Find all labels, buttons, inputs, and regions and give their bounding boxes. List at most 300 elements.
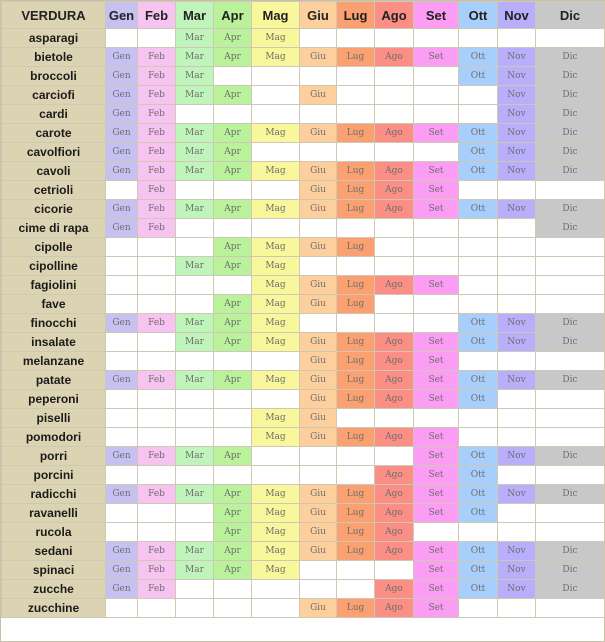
season-cell-active: Ago — [375, 333, 414, 352]
season-cell-active: Nov — [498, 200, 536, 219]
header-month: Mar — [176, 2, 214, 29]
vegetable-name: broccoli — [2, 67, 106, 86]
vegetable-name: carote — [2, 124, 106, 143]
season-cell-active: Dic — [536, 200, 605, 219]
season-cell-empty — [536, 390, 605, 409]
season-cell-empty — [214, 409, 252, 428]
season-cell-empty — [214, 105, 252, 124]
season-cell-empty — [337, 257, 375, 276]
season-cell-active: Lug — [337, 276, 375, 295]
season-cell-empty — [252, 143, 300, 162]
season-cell-empty — [176, 105, 214, 124]
season-cell-active: Gen — [106, 314, 138, 333]
season-cell-active: Set — [414, 48, 459, 67]
vegetable-name: ravanelli — [2, 504, 106, 523]
vegetable-name: finocchi — [2, 314, 106, 333]
season-cell-active: Mar — [176, 143, 214, 162]
season-cell-active: Ago — [375, 276, 414, 295]
season-cell-active: Mag — [252, 504, 300, 523]
season-cell-active: Mag — [252, 257, 300, 276]
season-cell-empty — [459, 29, 498, 48]
season-cell-empty — [498, 504, 536, 523]
vegetable-season-table — [1, 1, 605, 618]
season-cell-active: Mag — [252, 238, 300, 257]
season-cell-empty — [375, 314, 414, 333]
table-row — [2, 409, 605, 428]
season-cell-active: Giu — [300, 295, 337, 314]
season-cell-empty — [459, 428, 498, 447]
season-cell-active: Nov — [498, 333, 536, 352]
season-cell-active: Gen — [106, 105, 138, 124]
season-cell-active: Ott — [459, 466, 498, 485]
table-row — [2, 67, 605, 86]
season-cell-empty — [498, 238, 536, 257]
season-cell-active: Gen — [106, 124, 138, 143]
season-cell-active: Dic — [536, 48, 605, 67]
vegetable-name: radicchi — [2, 485, 106, 504]
season-cell-empty — [536, 352, 605, 371]
season-cell-empty — [414, 238, 459, 257]
season-cell-active: Nov — [498, 371, 536, 390]
table-row — [2, 143, 605, 162]
season-cell-active: Feb — [138, 67, 176, 86]
vegetable-name: porcini — [2, 466, 106, 485]
season-cell-empty — [138, 409, 176, 428]
table-row — [2, 390, 605, 409]
vegetable-name: spinaci — [2, 561, 106, 580]
header-month: Set — [414, 2, 459, 29]
season-cell-active: Ott — [459, 447, 498, 466]
season-cell-active: Set — [414, 124, 459, 143]
table-row — [2, 371, 605, 390]
season-cell-empty — [106, 352, 138, 371]
season-cell-active: Gen — [106, 86, 138, 105]
header-month: Ott — [459, 2, 498, 29]
table-row — [2, 333, 605, 352]
season-cell-empty — [414, 143, 459, 162]
season-cell-empty — [459, 523, 498, 542]
season-cell-active: Ott — [459, 162, 498, 181]
season-cell-active: Set — [414, 390, 459, 409]
vegetable-name: insalate — [2, 333, 106, 352]
season-cell-empty — [214, 276, 252, 295]
header-vegetable: VERDURA — [2, 2, 106, 29]
season-cell-active: Lug — [337, 523, 375, 542]
season-cell-empty — [252, 447, 300, 466]
season-cell-empty — [536, 599, 605, 618]
vegetable-name: fave — [2, 295, 106, 314]
season-cell-active: Dic — [536, 580, 605, 599]
season-cell-empty — [337, 105, 375, 124]
season-cell-active: Set — [414, 333, 459, 352]
season-cell-active: Ott — [459, 580, 498, 599]
season-cell-empty — [375, 409, 414, 428]
season-cell-empty — [375, 295, 414, 314]
season-cell-active: Lug — [337, 428, 375, 447]
season-cell-empty — [106, 523, 138, 542]
season-cell-empty — [498, 219, 536, 238]
season-cell-empty — [138, 504, 176, 523]
table-row — [2, 219, 605, 238]
season-cell-active: Feb — [138, 162, 176, 181]
season-cell-active: Giu — [300, 428, 337, 447]
season-cell-empty — [300, 580, 337, 599]
season-cell-empty — [252, 466, 300, 485]
season-cell-active: Gen — [106, 447, 138, 466]
season-cell-active: Set — [414, 561, 459, 580]
season-cell-active: Feb — [138, 371, 176, 390]
season-cell-empty — [459, 257, 498, 276]
season-cell-active: Mar — [176, 124, 214, 143]
table-row — [2, 162, 605, 181]
vegetable-name: melanzane — [2, 352, 106, 371]
season-cell-active: Ott — [459, 67, 498, 86]
season-cell-active: Nov — [498, 105, 536, 124]
season-cell-empty — [459, 86, 498, 105]
season-cell-active: Nov — [498, 67, 536, 86]
table-row — [2, 466, 605, 485]
season-cell-active: Giu — [300, 276, 337, 295]
table-row — [2, 200, 605, 219]
season-cell-empty — [536, 295, 605, 314]
season-cell-active: Apr — [214, 371, 252, 390]
season-cell-active: Ago — [375, 428, 414, 447]
season-cell-active: Ott — [459, 390, 498, 409]
season-cell-active: Nov — [498, 561, 536, 580]
season-cell-active: Feb — [138, 105, 176, 124]
season-cell-active: Feb — [138, 48, 176, 67]
season-cell-empty — [252, 67, 300, 86]
season-cell-empty — [176, 504, 214, 523]
table-row — [2, 257, 605, 276]
season-cell-active: Giu — [300, 238, 337, 257]
season-cell-empty — [138, 29, 176, 48]
season-cell-empty — [106, 333, 138, 352]
vegetable-name: cipolle — [2, 238, 106, 257]
season-cell-active: Mar — [176, 485, 214, 504]
season-cell-active: Set — [414, 504, 459, 523]
season-cell-active: Feb — [138, 86, 176, 105]
header-month: Feb — [138, 2, 176, 29]
table-row — [2, 504, 605, 523]
season-cell-active: Dic — [536, 314, 605, 333]
season-cell-empty — [337, 314, 375, 333]
season-cell-active: Giu — [300, 352, 337, 371]
table-row — [2, 599, 605, 618]
season-cell-active: Set — [414, 580, 459, 599]
season-cell-active: Nov — [498, 542, 536, 561]
season-cell-active: Gen — [106, 143, 138, 162]
vegetable-name: fagiolini — [2, 276, 106, 295]
season-cell-empty — [337, 409, 375, 428]
season-cell-empty — [498, 599, 536, 618]
vegetable-name: rucola — [2, 523, 106, 542]
season-cell-active: Nov — [498, 48, 536, 67]
season-cell-active: Ago — [375, 466, 414, 485]
season-cell-active: Mar — [176, 314, 214, 333]
season-cell-empty — [176, 219, 214, 238]
season-cell-active: Set — [414, 466, 459, 485]
season-cell-empty — [138, 333, 176, 352]
season-cell-empty — [536, 504, 605, 523]
season-cell-empty — [176, 409, 214, 428]
season-cell-active: Ago — [375, 124, 414, 143]
season-cell-empty — [106, 295, 138, 314]
season-cell-active: Gen — [106, 561, 138, 580]
season-cell-empty — [414, 523, 459, 542]
season-cell-active: Set — [414, 162, 459, 181]
season-cell-active: Lug — [337, 485, 375, 504]
season-cell-active: Ott — [459, 485, 498, 504]
season-cell-empty — [176, 276, 214, 295]
season-cell-empty — [300, 447, 337, 466]
season-cell-active: Set — [414, 200, 459, 219]
season-cell-active: Mag — [252, 162, 300, 181]
season-cell-active: Giu — [300, 409, 337, 428]
season-cell-empty — [252, 181, 300, 200]
season-cell-active: Mag — [252, 29, 300, 48]
season-cell-active: Apr — [214, 504, 252, 523]
season-cell-empty — [414, 257, 459, 276]
season-cell-active: Ott — [459, 542, 498, 561]
season-cell-active: Dic — [536, 162, 605, 181]
season-cell-empty — [536, 428, 605, 447]
table-row — [2, 523, 605, 542]
table-row — [2, 314, 605, 333]
season-cell-empty — [459, 105, 498, 124]
season-cell-empty — [106, 466, 138, 485]
season-cell-active: Giu — [300, 162, 337, 181]
season-cell-active: Lug — [337, 181, 375, 200]
season-cell-empty — [106, 409, 138, 428]
season-cell-active: Mag — [252, 409, 300, 428]
season-cell-active: Apr — [214, 200, 252, 219]
season-cell-active: Giu — [300, 333, 337, 352]
table-row — [2, 276, 605, 295]
season-cell-empty — [498, 352, 536, 371]
season-cell-active: Ott — [459, 314, 498, 333]
season-cell-empty — [375, 143, 414, 162]
season-cell-empty — [459, 238, 498, 257]
table-row — [2, 29, 605, 48]
season-cell-empty — [498, 29, 536, 48]
season-cell-active: Dic — [536, 333, 605, 352]
season-cell-active: Mar — [176, 561, 214, 580]
season-cell-active: Mag — [252, 523, 300, 542]
season-cell-active: Set — [414, 352, 459, 371]
season-cell-active: Mag — [252, 333, 300, 352]
vegetable-name: cipolline — [2, 257, 106, 276]
season-cell-empty — [498, 409, 536, 428]
season-cell-empty — [106, 257, 138, 276]
season-cell-active: Gen — [106, 48, 138, 67]
season-cell-active: Dic — [536, 124, 605, 143]
season-cell-empty — [252, 599, 300, 618]
season-cell-empty — [214, 352, 252, 371]
season-cell-active: Dic — [536, 561, 605, 580]
season-cell-empty — [138, 352, 176, 371]
season-cell-active: Apr — [214, 86, 252, 105]
season-cell-active: Nov — [498, 447, 536, 466]
season-cell-empty — [300, 561, 337, 580]
season-cell-empty — [106, 276, 138, 295]
season-cell-empty — [176, 238, 214, 257]
season-cell-active: Apr — [214, 143, 252, 162]
season-cell-active: Ott — [459, 124, 498, 143]
season-cell-active: Gen — [106, 371, 138, 390]
season-cell-active: Lug — [337, 295, 375, 314]
header-month: Mag — [252, 2, 300, 29]
season-cell-active: Set — [414, 485, 459, 504]
season-cell-empty — [300, 219, 337, 238]
season-cell-active: Ago — [375, 599, 414, 618]
season-cell-active: Mar — [176, 86, 214, 105]
season-cell-active: Set — [414, 181, 459, 200]
season-cell-empty — [375, 219, 414, 238]
season-cell-active: Mag — [252, 48, 300, 67]
table-row — [2, 238, 605, 257]
season-cell-active: Giu — [300, 86, 337, 105]
vegetable-name: asparagi — [2, 29, 106, 48]
season-cell-empty — [375, 447, 414, 466]
season-cell-active: Feb — [138, 447, 176, 466]
season-cell-active: Giu — [300, 124, 337, 143]
season-cell-empty — [536, 181, 605, 200]
season-cell-active: Gen — [106, 542, 138, 561]
season-cell-active: Mar — [176, 162, 214, 181]
season-cell-empty — [138, 276, 176, 295]
season-cell-empty — [375, 561, 414, 580]
season-cell-active: Dic — [536, 219, 605, 238]
season-cell-empty — [337, 466, 375, 485]
season-cell-empty — [536, 29, 605, 48]
season-cell-empty — [459, 181, 498, 200]
season-cell-empty — [214, 390, 252, 409]
season-cell-active: Set — [414, 371, 459, 390]
table-row — [2, 181, 605, 200]
season-cell-active: Set — [414, 447, 459, 466]
season-cell-active: Mar — [176, 333, 214, 352]
table-row — [2, 580, 605, 599]
season-cell-active: Ott — [459, 143, 498, 162]
season-cell-empty — [138, 523, 176, 542]
season-cell-empty — [375, 105, 414, 124]
season-cell-active: Giu — [300, 48, 337, 67]
vegetable-name: sedani — [2, 542, 106, 561]
season-cell-empty — [176, 599, 214, 618]
season-cell-empty — [214, 466, 252, 485]
season-cell-active: Gen — [106, 219, 138, 238]
season-cell-active: Mar — [176, 67, 214, 86]
vegetable-name: carciofi — [2, 86, 106, 105]
season-cell-active: Nov — [498, 86, 536, 105]
season-cell-active: Dic — [536, 485, 605, 504]
season-cell-active: Apr — [214, 162, 252, 181]
season-cell-empty — [337, 67, 375, 86]
season-cell-active: Ott — [459, 504, 498, 523]
season-cell-empty — [106, 599, 138, 618]
season-cell-active: Mar — [176, 371, 214, 390]
season-cell-active: Apr — [214, 29, 252, 48]
season-cell-active: Lug — [337, 333, 375, 352]
season-cell-active: Gen — [106, 485, 138, 504]
season-cell-empty — [459, 219, 498, 238]
table-row — [2, 295, 605, 314]
vegetable-name: cavolfiori — [2, 143, 106, 162]
season-cell-empty — [176, 428, 214, 447]
vegetable-name: piselli — [2, 409, 106, 428]
season-cell-empty — [459, 599, 498, 618]
table-body — [2, 29, 605, 618]
season-cell-active: Lug — [337, 162, 375, 181]
season-cell-active: Dic — [536, 86, 605, 105]
season-cell-empty — [252, 580, 300, 599]
season-cell-active: Apr — [214, 561, 252, 580]
season-cell-active: Mag — [252, 371, 300, 390]
season-cell-active: Mar — [176, 542, 214, 561]
season-cell-empty — [138, 238, 176, 257]
season-cell-active: Mag — [252, 124, 300, 143]
season-cell-empty — [536, 466, 605, 485]
season-cell-empty — [375, 29, 414, 48]
season-cell-active: Mag — [252, 561, 300, 580]
season-cell-active: Apr — [214, 48, 252, 67]
header-month: Giu — [300, 2, 337, 29]
season-cell-empty — [300, 67, 337, 86]
season-cell-empty — [214, 428, 252, 447]
vegetable-name: porri — [2, 447, 106, 466]
season-cell-active: Lug — [337, 542, 375, 561]
season-cell-active: Ago — [375, 162, 414, 181]
season-cell-empty — [375, 67, 414, 86]
season-cell-active: Lug — [337, 599, 375, 618]
season-cell-active: Apr — [214, 447, 252, 466]
season-cell-active: Feb — [138, 200, 176, 219]
season-cell-active: Apr — [214, 485, 252, 504]
season-cell-empty — [498, 257, 536, 276]
season-cell-active: Ott — [459, 200, 498, 219]
season-cell-empty — [536, 238, 605, 257]
season-cell-empty — [414, 314, 459, 333]
season-cell-active: Mag — [252, 295, 300, 314]
season-cell-active: Feb — [138, 219, 176, 238]
season-cell-active: Dic — [536, 447, 605, 466]
season-cell-empty — [498, 428, 536, 447]
season-cell-empty — [176, 295, 214, 314]
season-cell-active: Set — [414, 599, 459, 618]
season-cell-active: Ott — [459, 371, 498, 390]
season-cell-active: Mag — [252, 542, 300, 561]
season-cell-active: Ago — [375, 371, 414, 390]
season-cell-active: Mar — [176, 447, 214, 466]
table-row — [2, 124, 605, 143]
season-cell-empty — [214, 181, 252, 200]
season-cell-active: Feb — [138, 580, 176, 599]
table-row — [2, 86, 605, 105]
season-cell-active: Apr — [214, 333, 252, 352]
season-cell-empty — [337, 580, 375, 599]
season-cell-active: Giu — [300, 371, 337, 390]
season-cell-active: Feb — [138, 143, 176, 162]
season-cell-active: Giu — [300, 523, 337, 542]
season-cell-active: Apr — [214, 257, 252, 276]
season-cell-active: Nov — [498, 314, 536, 333]
season-cell-active: Feb — [138, 124, 176, 143]
season-cell-active: Mag — [252, 200, 300, 219]
season-cell-active: Ago — [375, 580, 414, 599]
vegetable-name: cavoli — [2, 162, 106, 181]
season-cell-active: Giu — [300, 542, 337, 561]
